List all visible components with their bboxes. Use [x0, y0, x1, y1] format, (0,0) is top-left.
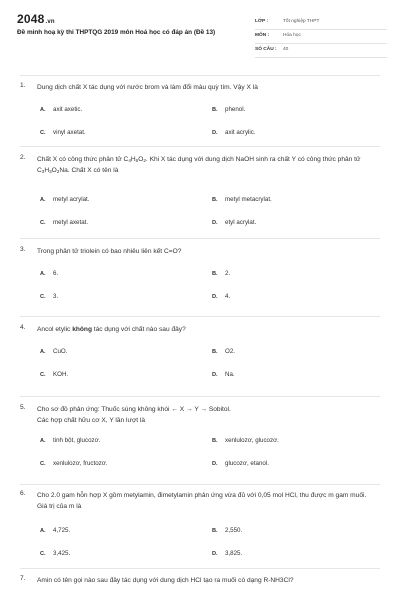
divider — [20, 484, 380, 485]
option-b[interactable]: B. 2. — [212, 270, 231, 277]
option-d[interactable]: D. Na. — [212, 371, 235, 378]
question-text: Amin có tên gọi nào sau đây tác dụng với dung dịch HCl tạo ra muối có dạng R-NH3Cl? — [37, 577, 294, 584]
option-b[interactable]: B. 2,550. — [212, 527, 243, 534]
site-logo[interactable] — [17, 12, 55, 26]
option-c[interactable]: C. KOH. — [40, 371, 69, 378]
meta-value: Hóa học — [283, 33, 301, 38]
option-d[interactable]: D. 3,825. — [212, 550, 243, 557]
exam-meta — [255, 16, 387, 58]
exam-title: Đề minh hoạ kỳ thi THPTQG 2019 môn Hoá học có đáp án (Đề 13) — [17, 29, 216, 36]
option-a[interactable]: A. 6. — [40, 270, 59, 277]
option-d[interactable]: D. glucozơ, etanol. — [212, 460, 269, 467]
option-d[interactable]: D. etyl acrylat. — [212, 219, 257, 226]
option-a[interactable]: A. CuO. — [40, 348, 68, 355]
meta-row-subject — [255, 30, 387, 44]
question-number: 7. — [20, 575, 26, 582]
divider — [20, 75, 380, 76]
logo-suffix: .vn — [45, 19, 55, 25]
option-b[interactable]: B. phenol. — [212, 106, 246, 113]
option-b[interactable]: B. xenlulozơ, glucozơ. — [212, 437, 279, 444]
option-a[interactable]: A. tinh bột, glucozơ. — [40, 437, 101, 444]
question-number: 4. — [20, 324, 26, 331]
divider — [20, 316, 380, 317]
question-number: 1. — [20, 82, 26, 89]
divider — [20, 238, 380, 239]
option-c[interactable]: C. vinyl axetat. — [40, 129, 86, 136]
question-text: Dung dịch chất X tác dụng với nước brom và làm đổi màu quỳ tím. Vậy X là — [37, 84, 258, 91]
option-d[interactable]: D. 4. — [212, 293, 231, 300]
meta-key: LỚP : — [255, 19, 269, 24]
meta-value: 40 — [283, 47, 289, 52]
meta-value: Tốt nghiệp THPT — [283, 19, 320, 24]
divider — [20, 568, 380, 569]
question-text: Cho 2.0 gam hỗn hợp X gồm metylamin, đimetylamin phản ứng vừa đủ với 0,05 mol HCl, thu được m gam muối. Giá trị của m là — [37, 492, 367, 510]
meta-key: SỐ CÂU : — [255, 47, 277, 52]
option-a[interactable]: A. 4,725. — [40, 527, 71, 534]
option-b[interactable]: B. O2. — [212, 348, 235, 355]
question-text: Trong phân tử triolein có bao nhiêu liên kết C=O? — [37, 248, 182, 255]
divider — [20, 396, 380, 397]
option-c[interactable]: C. 3,425. — [40, 550, 71, 557]
divider — [20, 146, 380, 147]
question-number: 5. — [20, 404, 26, 411]
question-number: 3. — [20, 246, 26, 253]
question-text: Ancol etylic không tác dụng với chất nào sau đây? — [37, 326, 186, 333]
meta-row-class — [255, 16, 387, 30]
option-c[interactable]: C. 3. — [40, 293, 59, 300]
option-d[interactable]: D. axit acrylic. — [212, 129, 256, 136]
question-text: Cho sơ đồ phản ứng: Thuốc súng không khói ← X → Y → Sobitol. Các hợp chất hữu cơ X, Y lần lượt là — [37, 406, 231, 424]
exam-header — [17, 12, 385, 64]
option-a[interactable]: A. axit axetic. — [40, 106, 83, 113]
question-number: 2. — [20, 154, 26, 161]
option-a[interactable]: A. metyl acrylat. — [40, 196, 90, 203]
option-c[interactable]: C. xenlulozơ, fructozơ. — [40, 460, 108, 467]
option-c[interactable]: C. metyl axetat. — [40, 219, 89, 226]
option-b[interactable]: B. metyl metacrylat. — [212, 196, 272, 203]
question-number: 6. — [20, 490, 26, 497]
logo-main: 2048 — [17, 12, 45, 26]
meta-row-count — [255, 44, 387, 58]
question-text: Chất X có công thức phân tử $C_4H_6O_2$. Khi X tác dụng với dung dịch NaOH sinh ra chất Y có công thức phân tử $C_3H_3O_2Na$. Chất X có tên là — [37, 156, 361, 174]
meta-key: MÔN : — [255, 33, 270, 38]
